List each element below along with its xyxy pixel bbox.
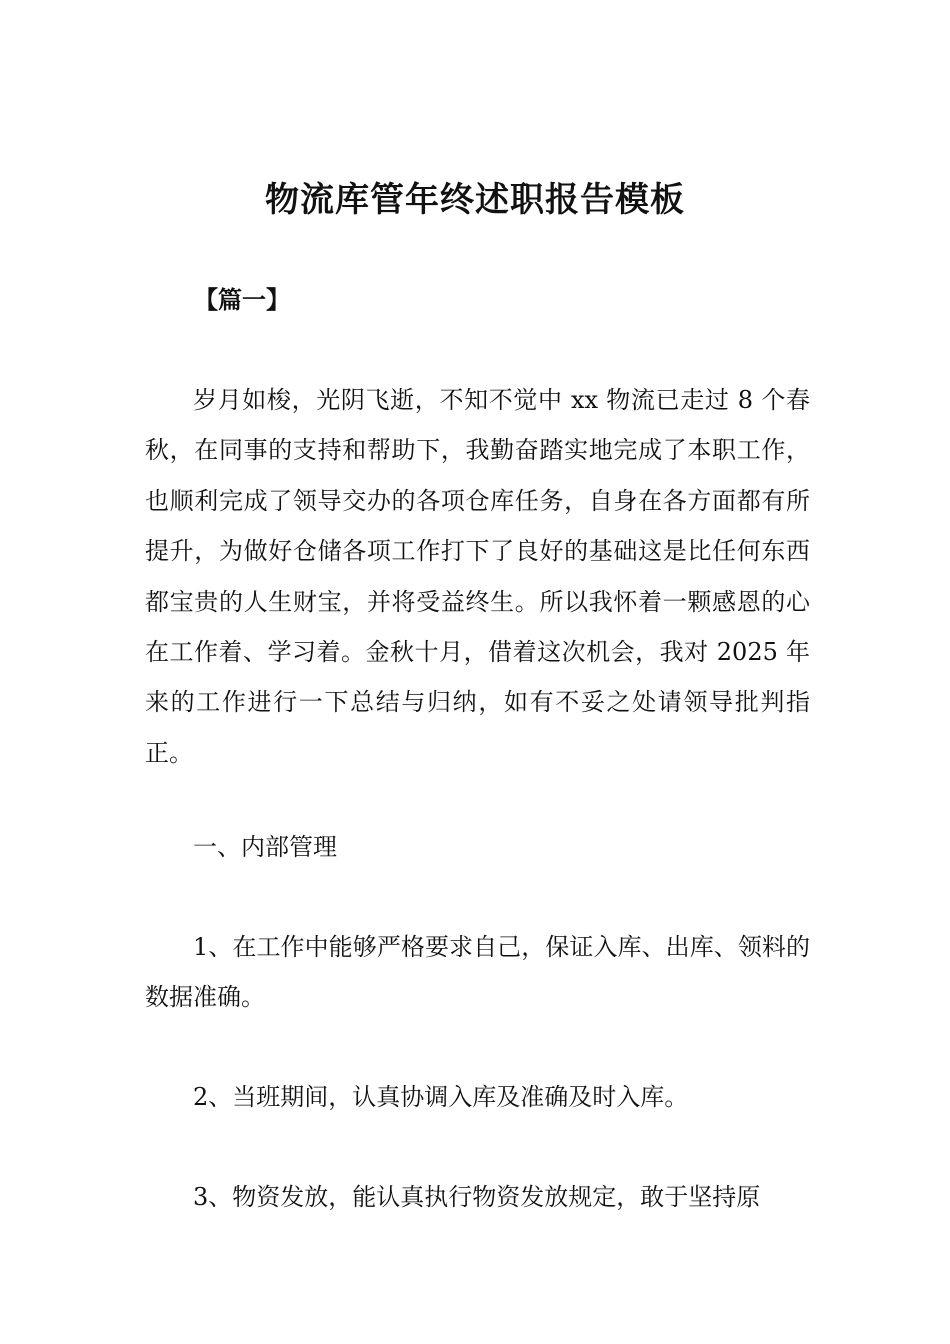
section-tag: 【篇一】 bbox=[194, 285, 290, 314]
list-item: 2、当班期间，认真协调入库及准确及时入库。 bbox=[193, 1083, 689, 1111]
section-heading-internal-management: 一、内部管理 bbox=[193, 833, 337, 861]
list-item: 1、在工作中能够严格要求自己，保证入库、出库、领料的数据准确。 bbox=[145, 933, 810, 1012]
list-item: 3、物资发放，能认真执行物资发放规定，敢于坚持原 bbox=[193, 1183, 761, 1211]
intro-paragraph: 岁月如梭，光阴飞逝，不知不觉中 xx 物流已走过 8 个春秋，在同事的支持和帮助下，我勤奋踏实地完成了本职工作，也顺利完成了领导交办的各项仓库任务，自身在各方面都有所提升，为做好仓储各项工作打下了良好的基础这是比任何东西都宝贵的人生财宝，并将受益终生。所以我怀着一颗感恩的心在工作着、学习着。金秋十月，借着这次机会，我对 2025 年来的工作进行一下总结与归纳，如有不妥之处请领导批判指正。 bbox=[145, 386, 810, 767]
document-title: 物流库管年终述职报告模板 bbox=[265, 180, 685, 220]
